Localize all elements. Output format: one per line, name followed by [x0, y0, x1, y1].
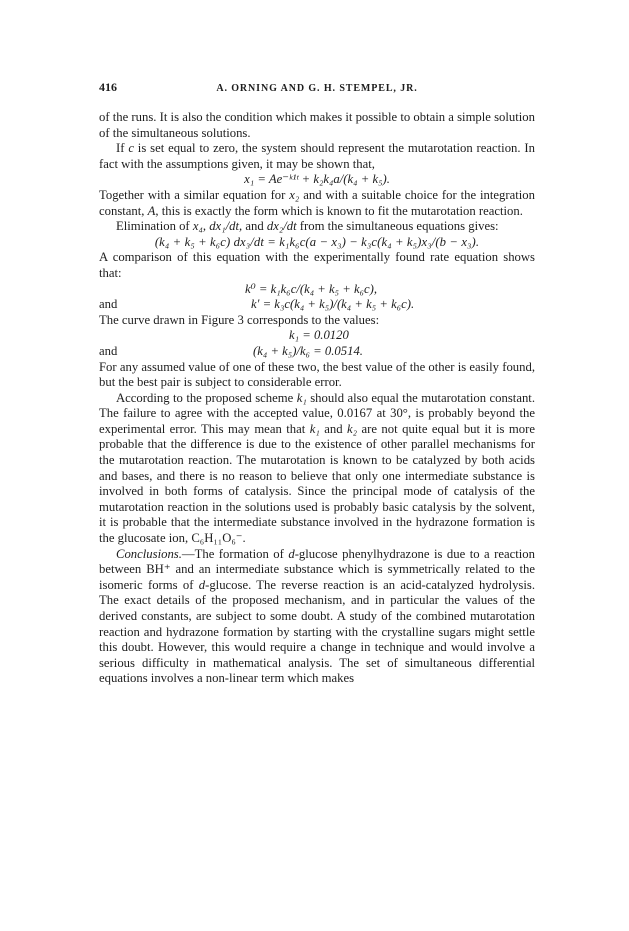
page-number: 416 [99, 80, 117, 94]
paragraph-comparison: A comparison of this equation with the experimentally found rate equation shows that: [99, 250, 535, 280]
paragraph-mutarotation: If c is set equal to zero, the system should represent the mutarotation reaction. In fact with the assumptions given, it may be shown that, [99, 141, 535, 171]
equation-k0: k⁰ = k₁k₆c/(k₄ + k₅ + k₆c), [245, 281, 378, 296]
equation-x1: x₁ = Ae⁻ᵏ¹ᵗ + k₂k₄a/(k₄ + k₅). [244, 172, 390, 187]
paragraph-best-pair: For any assumed value of one of these two, the best value of the other is easily found, but the best pair is subject to considerable error. [99, 359, 535, 390]
paragraph-figure-values: The curve drawn in Figure 3 corresponds to the values: [99, 312, 380, 327]
journal-page [99, 80, 535, 687]
conclusions-heading: Conclusions. [116, 546, 182, 561]
paragraph-conclusions: Conclusions.—The formation of d-glucose phenylhydrazone is due to a reaction between BH⁺ and an intermediate substance which is symmetrically related to the isomeric forms of d-glucose. The reverse reaction is an acid-catalyzed hydrolysis. The exact details of the proposed mechanism, and in particular the values of the derived constants, are subject to some doubt. A study of the combined mutarotation reaction and hydrazone formation by starting with the crystalline sugars might settle this doubt. However, this would require a change in technique and would involve a serious difficulty in mathematical analysis. The set of simultaneous differential equations involves a non-linear term which makes [99, 546, 536, 686]
page-header [99, 80, 535, 96]
paragraph-elimination: Elimination of x₄, dx₁/dt, and dx₂/dt from the simultaneous equations gives: [116, 219, 499, 234]
equation-rate: (k₄ + k₅ + k₆c) dx₃/dt = k₁k₆c(a − x₃) − k₃c(k₄ + k₅)x₃/(b − x₃). [154, 234, 480, 249]
paragraph-continuation: of the runs. It is also the condition which makes it possible to obtain a simple solution of the simultaneous solutions. [99, 110, 535, 140]
equation-ratio-value: and (k₄ + k₅)/k₆ = 0.0514. [99, 343, 363, 358]
equation-k-prime: and k′ = k₃c(k₄ + k₅)/(k₄ + k₅ + k₆c). [99, 297, 415, 312]
equation-k1-value: k₁ = 0.0120 [289, 328, 349, 343]
paragraph-proposed-scheme: According to the proposed scheme k₁ should also equal the mutarotation constant. The failure to agree with the accepted value, 0.0167 at 30°, is probably beyond the experimental error. This may mean that k₁ and k₂ are not quite equal but it is more probable that the difference is due to the existence of other parallel mechanisms for the mutarotation reaction. The mutarotation is known to be catalyzed by both acids and bases, and there is no reason to believe that only one intermediate substance is involved in both forms of catalysis. Since the principal mode of catalysis of the mutarotation reaction in the solutions used is probably basic catalysis by the solvent, it is probable that the intermediate substance involved in the hydrazone formation is the glucosate ion, C₆H₁₁O₆⁻. [99, 390, 535, 546]
running-title: A. ORNING AND G. H. STEMPEL, JR. [216, 83, 418, 94]
paragraph-integration-constant: Together with a similar equation for x₂ and with a suitable choice for the integration constant, A, this is exactly the form which is known to fit the mutarotation reaction. [99, 187, 535, 218]
